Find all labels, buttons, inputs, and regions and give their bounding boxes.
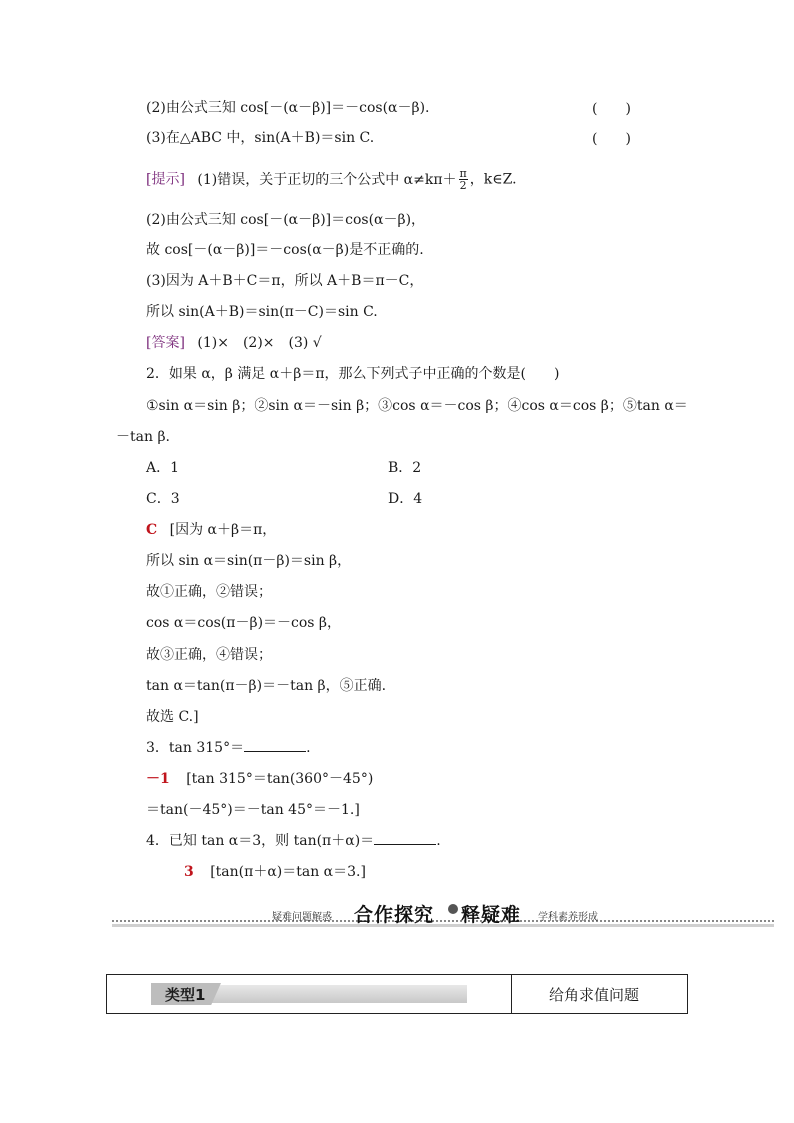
hint-tag: [提示] xyxy=(146,171,185,188)
hint-3-line-2: 所以 sin(A＋B)＝sin(π－C)＝sin C. xyxy=(146,304,378,320)
hint1-suffix: ，k∈Z. xyxy=(469,171,517,188)
question-2-solution-line-2: 所以 sin α＝sin(π－β)＝sin β， xyxy=(146,553,352,569)
question-2-solution-line-7: 故选 C.] xyxy=(146,709,199,725)
banner-underline xyxy=(112,924,774,927)
question-4-answer: 3 xyxy=(184,864,194,880)
q2-answer-paren: ( ) xyxy=(592,101,631,117)
hint-2-line-2: 故 cos[－(α－β)]＝－cos(α－β)是不正确的. xyxy=(146,242,424,258)
hint-3-line-1: (3)因为 A＋B＋C＝π，所以 A＋B＝π－C， xyxy=(146,273,424,289)
question-2-items-line-2: －tan β. xyxy=(116,429,170,445)
question-2-stem: 2．如果 α，β 满足 α＋β＝π，那么下列式子中正确的个数是( ) xyxy=(146,366,560,382)
banner-joiner-icon xyxy=(448,904,458,914)
question-2-solution-line-1: C [因为 α＋β＝π， xyxy=(146,522,277,538)
option-b: B．2 xyxy=(388,460,422,476)
answer-blank xyxy=(244,739,306,752)
q2-statement: (2)由公式三知 cos[－(α－β)]＝－cos(α－β). xyxy=(146,100,430,116)
answer-text: (1)× (2)× (3) √ xyxy=(197,335,322,351)
question-2-items-line-1: ①sin α＝sin β；②sin α＝－sin β；③cos α＝－cos β；④cos α＝cos β；⑤tan α＝ xyxy=(146,398,688,414)
q3-answer-paren: ( ) xyxy=(592,131,631,147)
hint1-prefix: (1)错误，关于正切的三个公式中 α≠kπ＋ xyxy=(197,171,457,188)
answer-line xyxy=(146,333,322,353)
question-2-answer: C xyxy=(146,522,158,538)
question-4-solution: 3 [tan(π＋α)＝tan α＝3.] xyxy=(184,864,366,880)
question-3-stem: 3．tan 315°＝ . xyxy=(146,740,311,756)
question-3-answer: －1 xyxy=(146,771,170,787)
q3-statement: (3)在△ABC 中，sin(A＋B)＝sin C. xyxy=(146,130,375,146)
question-2-solution-line-3: 故①正确，②错误； xyxy=(146,584,272,600)
section-banner xyxy=(112,900,774,928)
option-d: D．4 xyxy=(388,491,423,507)
question-3-solution-line-2: ＝tan(－45°)＝－tan 45°＝－1.] xyxy=(146,802,360,818)
question-2-solution-line-5: 故③正确，④错误； xyxy=(146,647,272,663)
answer-blank xyxy=(374,832,436,845)
question-2-solution-line-6: tan α＝tan(π－β)＝－tan β，⑤正确. xyxy=(146,678,387,694)
type-box xyxy=(106,974,688,1014)
banner-title-left: 合作探究 xyxy=(354,904,435,926)
answer-tag: [答案] xyxy=(146,335,185,351)
option-c: C．3 xyxy=(146,491,180,507)
option-a: A．1 xyxy=(146,460,180,476)
question-4-stem: 4．已知 tan α＝3，则 tan(π＋α)＝ . xyxy=(146,833,441,849)
type-topic: 给角求值问题 xyxy=(549,986,640,1004)
type-box-divider xyxy=(511,975,512,1013)
banner-title-right: 释疑难 xyxy=(461,904,522,926)
question-3-solution-line-1: －1 [tan 315°＝tan(360°－45°) xyxy=(146,771,374,787)
banner-dotted-rule xyxy=(112,920,774,922)
banner-left-caption: 疑难问题解惑 xyxy=(272,912,332,923)
banner-right-caption: 学科素养形成 xyxy=(538,912,598,923)
hint-2-line-1: (2)由公式三知 cos[－(α－β)]＝cos(α－β)， xyxy=(146,212,426,228)
question-2-solution-line-4: cos α＝cos(π－β)＝－cos β， xyxy=(146,615,342,631)
type-label: 类型1 xyxy=(165,986,206,1004)
pi-over-2-fraction: $\frac{\pi}{2}$ xyxy=(459,167,467,192)
hint-line-1 xyxy=(146,168,517,191)
